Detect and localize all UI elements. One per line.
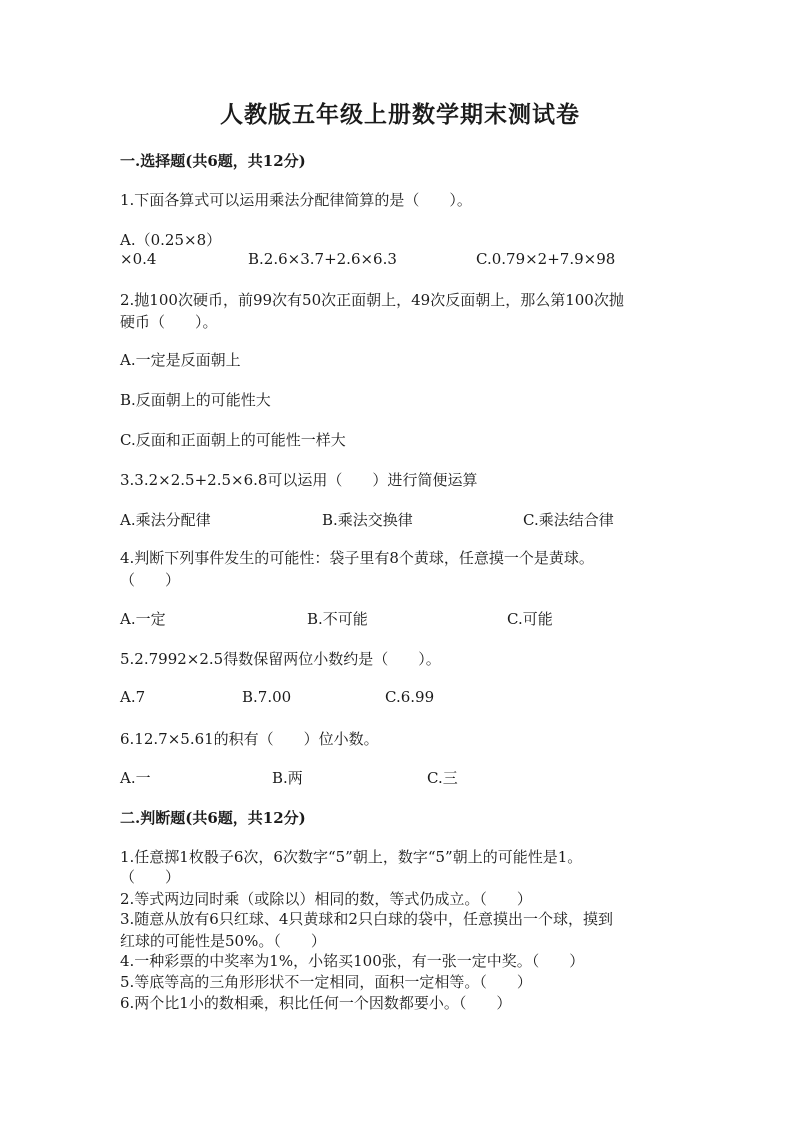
question-5-option-b: B.7.00 [242, 688, 292, 706]
question-2-stem-continued: 硬币（ ）。 [120, 313, 218, 331]
judgement-5: 5.等底等高的三角形形状不一定相同，面积一定相等。（ ） [120, 973, 532, 991]
question-2-option-b: B.反面朝上的可能性大 [120, 391, 271, 409]
question-4-stem-continued: （ ） [120, 571, 181, 589]
question-3-option-a: A.乘法分配律 [120, 511, 211, 529]
question-5-stem: 5.2.7992×2.5得数保留两位小数约是（ ）。 [120, 650, 441, 668]
question-4-option-b: B.不可能 [307, 610, 368, 628]
question-3-stem: 3.3.2×2.5+2.5×6.8可以运用（ ）进行简便运算 [120, 471, 478, 489]
question-6-option-c: C.三 [427, 769, 458, 787]
question-2-stem: 2.抛100次硬币，前99次有50次正面朝上，49次反面朝上，那么第100次抛 [120, 291, 624, 309]
question-4-option-c: C.可能 [507, 610, 553, 628]
question-3-option-c: C.乘法结合律 [523, 511, 614, 529]
question-5-option-c: C.6.99 [385, 688, 435, 706]
judgement-3: 3.随意从放有6只红球、4只黄球和2只白球的袋中，任意摸出一个球，摸到 [120, 910, 613, 928]
question-4-option-a: A.一定 [120, 610, 166, 628]
judgement-2: 2.等式两边同时乘（或除以）相同的数，等式仍成立。（ ） [120, 890, 532, 908]
question-2-option-c: C.反面和正面朝上的可能性一样大 [120, 431, 346, 449]
page-title: 人教版五年级上册数学期末测试卷 [220, 101, 580, 128]
section-heading-judgement: 二.判断题(共6题，共12分) [120, 809, 306, 827]
question-2-option-a: A.一定是反面朝上 [120, 351, 241, 369]
question-1-option-b: B.2.6×3.7+2.6×6.3 [248, 250, 397, 268]
judgement-1-continued: （ ） [120, 868, 181, 886]
question-5-option-a: A.7 [120, 688, 146, 706]
question-6-option-a: A.一 [120, 769, 151, 787]
question-6-stem: 6.12.7×5.61的积有（ ）位小数。 [120, 730, 379, 748]
judgement-6: 6.两个比1小的数相乘，积比任何一个因数都要小。（ ） [120, 994, 512, 1012]
judgement-4: 4.一种彩票的中奖率为1%，小铭买100张，有一张一定中奖。（ ） [120, 952, 585, 970]
question-1-stem: 1.下面各算式可以运用乘法分配律简算的是（ ）。 [120, 191, 472, 209]
question-4-stem: 4.判断下列事件发生的可能性：袋子里有8个黄球，任意摸一个是黄球。 [120, 549, 594, 567]
judgement-1: 1.任意掷1枚骰子6次，6次数字“5”朝上，数字“5”朝上的可能性是1。 [120, 848, 583, 866]
question-3-option-b: B.乘法交换律 [322, 511, 413, 529]
section-heading-choice: 一.选择题(共6题，共12分) [120, 152, 306, 170]
question-6-option-b: B.两 [272, 769, 303, 787]
question-1-option-c: C.0.79×2+7.9×98 [476, 250, 616, 268]
judgement-3-continued: 红球的可能性是50%。（ ） [120, 932, 326, 950]
question-1-option-a: A.（0.25×8） [120, 231, 222, 249]
question-1-option-a-continued: ×0.4 [120, 250, 157, 268]
